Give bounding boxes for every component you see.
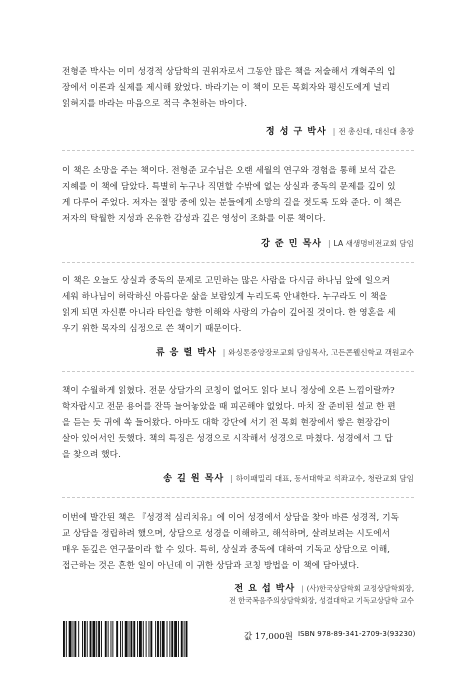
text-line: 장에서 이론과 실제를 제시해 왔었다. 바라기는 이 책이 모든 목회자와 평신도에게 널리 — [62, 83, 391, 93]
endorsement-2 — [62, 163, 414, 227]
barcode-bar — [167, 621, 168, 657]
divider — [62, 497, 414, 498]
barcode-bar — [63, 621, 65, 657]
barcode-bar — [78, 621, 79, 657]
text-line: 게 다루어 주었다. 저자는 절망 중에 있는 분들에게 소망의 길을 젓도록 도와 준다. 이 책은 — [62, 198, 402, 208]
barcode-bar — [130, 621, 132, 657]
barcode-bar — [125, 621, 128, 657]
endorsement-3-text — [62, 273, 414, 337]
barcode-bar — [155, 621, 156, 657]
text-line: 이번에 발간된 책은 『성경적 심리치유』에 이어 성경에서 상담을 찾아 바른 성경적, 기독 — [62, 513, 400, 523]
endorser-4 — [163, 471, 414, 484]
endorsement-2-text — [62, 163, 414, 227]
text-line: 전형준 박사는 이미 성경적 상담학의 권위자로서 그동안 많은 책을 저술해서 개혁주의 입 — [62, 67, 396, 77]
barcode-bar — [87, 621, 88, 657]
barcode — [62, 621, 234, 657]
endorsement-5 — [62, 510, 414, 574]
barcode-bar — [108, 621, 109, 657]
barcode-bar — [150, 621, 152, 657]
barcode-bar — [143, 621, 144, 657]
text-line: 을 듣는 듯 귀에 쏙 들어왔다. 아마도 대학 강단에 서기 전 목회 현장에서 쌓은 현장감이 — [62, 418, 391, 428]
barcode-bar — [73, 621, 74, 657]
endorser-title: 전 총신대, 대신대 총장 — [338, 127, 414, 136]
barcode-bar — [137, 621, 138, 657]
barcode-bar — [146, 621, 147, 657]
separator: | — [230, 474, 233, 483]
endorser-name: 정 성 구 박사 — [265, 127, 327, 137]
barcode-bar — [120, 621, 121, 657]
barcode-bar — [74, 621, 76, 657]
barcode-bar — [84, 621, 86, 657]
barcode-bar — [82, 621, 83, 657]
endorsement-5-text — [62, 510, 414, 574]
barcode-bar — [149, 621, 150, 657]
text-line: 매우 돋깊은 연구물이라 할 수 있다. 특히, 상실과 중독에 대하여 기독교 상담으로 이해, — [62, 545, 391, 555]
endorsement-4 — [62, 383, 414, 463]
text-line: 지혜를 이 책에 담았다. 특별히 누구나 직면할 수밖에 없는 상실과 중독의 문제를 깊이 있 — [62, 182, 396, 192]
endorsement-1-text — [62, 64, 414, 112]
barcode-bar — [174, 621, 177, 657]
text-line: 살아 있어서인 듯했다. 책의 특징은 성경으로 시작해서 성경으로 마쳤다. 성경에서 그 답 — [62, 434, 393, 444]
barcode-bar — [66, 621, 67, 657]
divider — [62, 262, 414, 263]
barcode-bar — [184, 621, 185, 657]
text-line: 읽혀지를 바라는 마음으로 적극 추천하는 바이다. — [62, 99, 248, 109]
text-line: 접근하는 것은 흔한 일이 아닌데 이 귀한 상담과 코칭 방법을 이 책에 담아냈다. — [62, 561, 360, 571]
barcode-bar — [116, 621, 118, 657]
text-line: 세워 하나님이 허락하신 아름다운 삶을 보람있게 누리도록 안내한다. 누구라도 이 책을 — [62, 292, 388, 302]
barcode-bar — [178, 621, 179, 657]
barcode-bar — [171, 621, 173, 657]
barcode-bar — [139, 621, 142, 657]
price: 값 17,000원 — [244, 632, 293, 642]
text-line: 이 책은 오늘도 상실과 중독의 문제로 고민하는 많은 사람을 다시금 하나님 앞에 일으켜 — [62, 276, 391, 286]
barcode-bar — [92, 621, 95, 657]
endorser-1 — [266, 124, 414, 137]
endorser-title-line-1: (사)한국상담학회 교정상담학회장, — [306, 584, 414, 593]
endorser-name: 강 준 민 목사 — [261, 239, 322, 249]
endorser-title: 와싱톤중앙장로교회 담임목사, 고든콘웰신학교 객원교수 — [228, 348, 414, 357]
separator: | — [327, 239, 331, 248]
barcode-bar — [96, 621, 97, 657]
text-line: 책이 수월하게 읽혔다. 전문 상담가의 코칭이 없어도 읽다 보니 정상에 오른 느낌이랄까? — [62, 386, 395, 396]
barcode-bar — [112, 621, 113, 657]
divider — [62, 150, 414, 151]
barcode-bar — [111, 621, 112, 657]
text-line: 이 책은 소망을 주는 책이다. 전형준 교수님은 오랜 세월의 연구와 경험을 통해 보석 같은 — [62, 166, 396, 176]
endorser-title-line-2: 전 한국복음주의상담학회장, 성결대학교 기독교상담학 교수 — [228, 596, 414, 605]
barcode-bar — [90, 621, 92, 657]
endorser-title: 하이패밀리 대표, 동서대학교 석좌교수, 청란교회 담임 — [235, 474, 414, 483]
divider — [62, 371, 414, 372]
barcode-bar — [169, 621, 170, 657]
barcode-bar — [162, 621, 165, 657]
barcode-bar — [101, 621, 102, 657]
text-line: 교 상담을 정립하려 했으며, 상담으로 성경을 이해하고, 해석하며, 살려보려는 시도에서 — [62, 529, 391, 539]
barcode-bar — [98, 621, 100, 657]
barcode-bar — [133, 621, 135, 657]
endorser-name: 류 응 렬 박사 — [155, 348, 217, 358]
endorser-5 — [229, 583, 414, 606]
barcode-bar — [122, 621, 123, 657]
text-line: 을 찾으려 했다. — [62, 450, 121, 460]
separator: | — [301, 584, 304, 593]
endorser-title: LA 새생명비전교회 담임 — [333, 239, 414, 248]
separator: | — [222, 348, 226, 357]
endorsement-4-text — [62, 383, 414, 463]
text-line: 학자랍시고 전문 용어를 잔뜩 늘어놓았을 때 피곤해야 없었다. 마치 잘 준비된 설교 한 편 — [62, 402, 396, 412]
endorser-3 — [156, 345, 414, 358]
barcode-bar — [129, 621, 130, 657]
separator: | — [332, 127, 336, 136]
endorser-name: 송 길 원 목사 — [163, 474, 225, 484]
barcode-bar — [157, 621, 159, 657]
barcode-bar — [69, 621, 72, 657]
text-line: 읽게 되면 자신뿐 아니라 타인을 향한 이해와 사랑의 가슴이 깊어질 것이다. 한 영혼을 세 — [62, 308, 396, 318]
endorser-2 — [261, 236, 414, 249]
isbn: ISBN 978-89-341-2709-3(93230) — [298, 630, 416, 638]
endorser-name: 전 요 섭 박사 — [234, 584, 296, 594]
barcode-bar — [181, 621, 183, 657]
endorsement-3 — [62, 273, 414, 337]
text-line: 저자의 탁월한 지성과 온유한 감성과 깊은 영성이 조화를 이룬 책이다. — [62, 214, 326, 224]
barcode-bar — [186, 621, 188, 657]
text-line: 우기 위한 목자의 심정으로 쓴 책이기 때문이다. — [62, 324, 242, 334]
barcode-bar — [160, 621, 161, 657]
barcode-bar — [105, 621, 107, 657]
endorsement-1 — [62, 64, 414, 112]
